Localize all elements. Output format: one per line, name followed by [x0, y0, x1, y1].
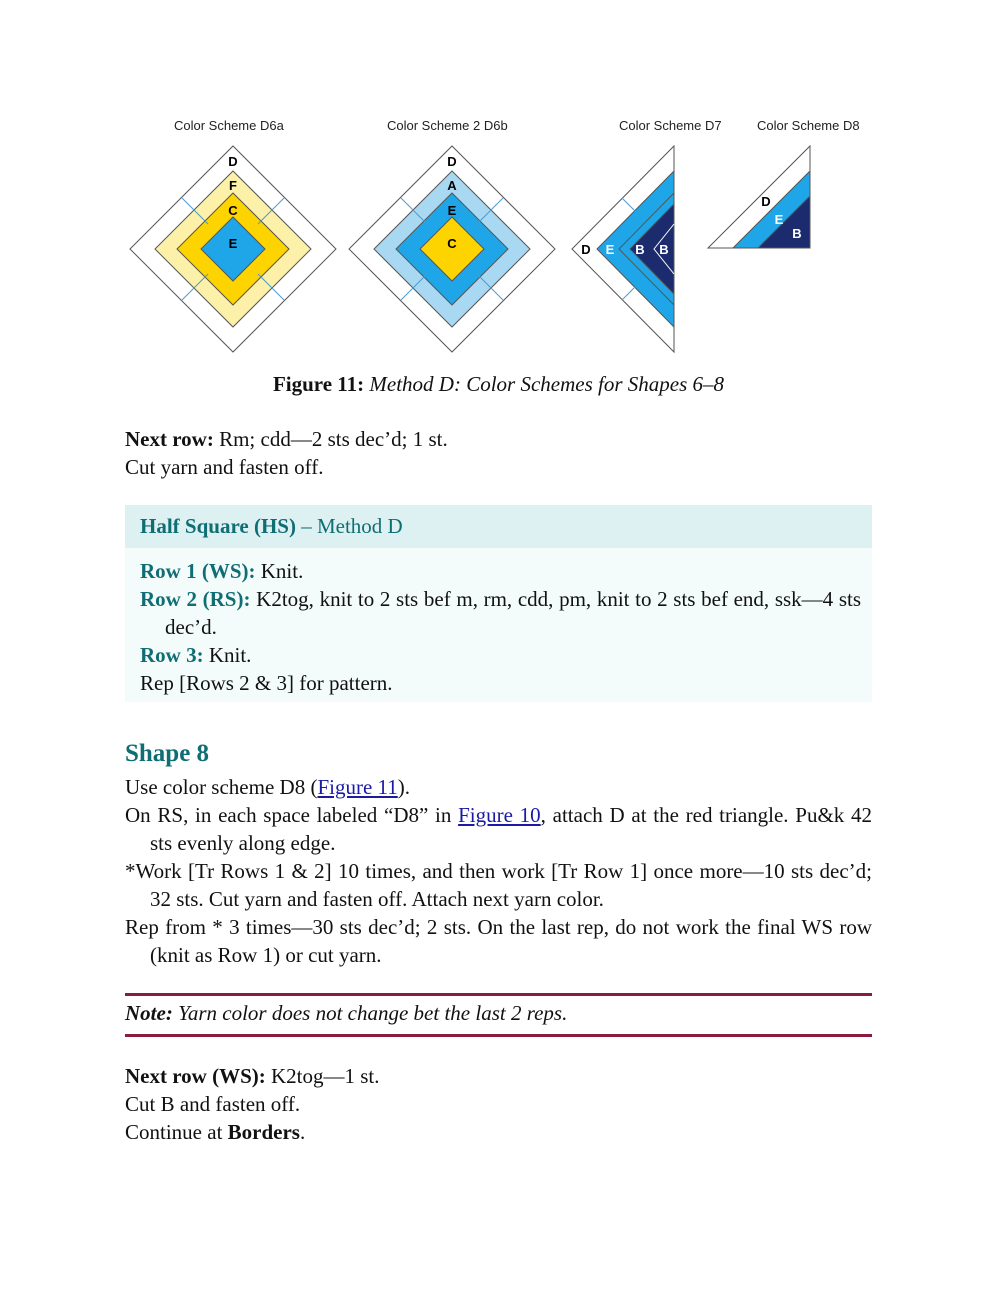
shape8-p3: *Work [Tr Rows 1 & 2] 10 times, and then work [Tr Row 1] once more—10 sts dec’d; 32 sts. Cut yarn and fasten off. Attach next yarn color.: [125, 859, 872, 911]
d6a-label-f: F: [229, 178, 237, 193]
row1-line: [140, 557, 861, 585]
row1-label: Row 1 (WS):: [140, 559, 256, 583]
shape8-p1-text-a: Use color scheme D8 (: [125, 775, 318, 799]
row2-line: [140, 585, 861, 641]
cut-b-line: Cut B and fasten off.: [125, 1092, 301, 1116]
figure-10-link[interactable]: Figure 10: [458, 803, 541, 827]
figure-title-d8: Color Scheme D8: [757, 118, 860, 133]
d8-label-b: B: [792, 226, 802, 241]
continue-line: [125, 1118, 872, 1146]
shape8-p1-text-b: ).: [397, 775, 410, 799]
shape8-p2: [125, 801, 872, 857]
shape8-p1: [125, 773, 872, 801]
half-diamond-d7: [570, 144, 680, 354]
d8-label-d: D: [761, 194, 771, 209]
d6a-label-d: D: [228, 154, 238, 169]
d6a-label-c: C: [228, 203, 238, 218]
next-row-text: Rm; cdd—2 sts dec’d; 1 st.: [219, 427, 448, 451]
final-next-label: Next row (WS):: [125, 1064, 266, 1088]
row2-text: K2tog, knit to 2 sts bef m, rm, cdd, pm, knit to 2 sts bef end, ssk—4 sts dec’d.: [165, 587, 862, 639]
row1-text: Knit.: [260, 559, 304, 583]
d7-label-e: E: [605, 242, 615, 257]
d6b-label-e: E: [447, 203, 457, 218]
d8-label-e: E: [774, 212, 784, 227]
row3-text: Knit.: [208, 643, 252, 667]
continue-period: .: [299, 1120, 306, 1144]
row2-label: Row 2 (RS):: [140, 587, 251, 611]
half-square-body: [140, 557, 861, 697]
half-square-header: [125, 505, 872, 548]
cut-yarn-text: Cut yarn and fasten off.: [125, 455, 324, 479]
row3-line: [140, 641, 861, 669]
d6b-label-a: A: [447, 178, 457, 193]
caption-label: Figure 11:: [272, 372, 365, 396]
final-next-row: [125, 1062, 872, 1090]
d7-label-b2: B: [659, 242, 669, 257]
figure-11: [120, 110, 880, 360]
borders-ref: Borders: [227, 1120, 300, 1144]
note-label: Note:: [125, 1001, 173, 1025]
figure-caption: [0, 372, 997, 397]
row3-label: Row 3:: [140, 643, 204, 667]
shape8-body: [125, 773, 872, 969]
next-row-paragraph: [125, 425, 872, 481]
half-square-method: – Method D: [301, 514, 403, 538]
shape8-p2-text-a: On RS, in each space labeled “D8” in: [125, 803, 459, 827]
note: [125, 1001, 567, 1026]
triangle-d8: [706, 144, 814, 250]
final-section: [125, 1062, 872, 1146]
final-next-text: K2tog—1 st.: [271, 1064, 380, 1088]
note-rule-top: [125, 993, 872, 996]
half-square-box: [125, 505, 872, 702]
d7-label-d: D: [581, 242, 591, 257]
shape8-p2-text-b: , attach D at the red triangle. Pu&k 42 sts evenly along edge.: [150, 803, 873, 855]
continue-text: Continue at: [125, 1120, 228, 1144]
d6b-label-c: C: [447, 236, 457, 251]
d6a-label-e: E: [228, 236, 238, 251]
figure-title-d6a: Color Scheme D6a: [174, 118, 284, 133]
shape8-p4: Rep from * 3 times—30 sts dec’d; 2 sts. On the last rep, do not work the final WS row (knit as Row 1) or cut yarn.: [125, 915, 872, 967]
figure-title-d7: Color Scheme D7: [619, 118, 722, 133]
figure-title-d6b: Color Scheme 2 D6b: [387, 118, 508, 133]
note-text: Yarn color does not change bet the last 2 reps.: [178, 1001, 568, 1025]
figure-11-link[interactable]: Figure 11: [317, 775, 398, 799]
rep-line: Rep [Rows 2 & 3] for pattern.: [140, 671, 393, 695]
next-row-label: Next row:: [125, 427, 214, 451]
diamond-d6b: [347, 144, 557, 354]
d7-label-b1: B: [635, 242, 645, 257]
caption-text: Method D: Color Schemes for Shapes 6–8: [369, 372, 725, 396]
diamond-d6a: [128, 144, 338, 354]
half-square-title: Half Square (HS): [140, 514, 296, 538]
d6b-label-d: D: [447, 154, 457, 169]
note-rule-bottom: [125, 1034, 872, 1037]
shape8-heading: Shape 8: [125, 740, 210, 767]
